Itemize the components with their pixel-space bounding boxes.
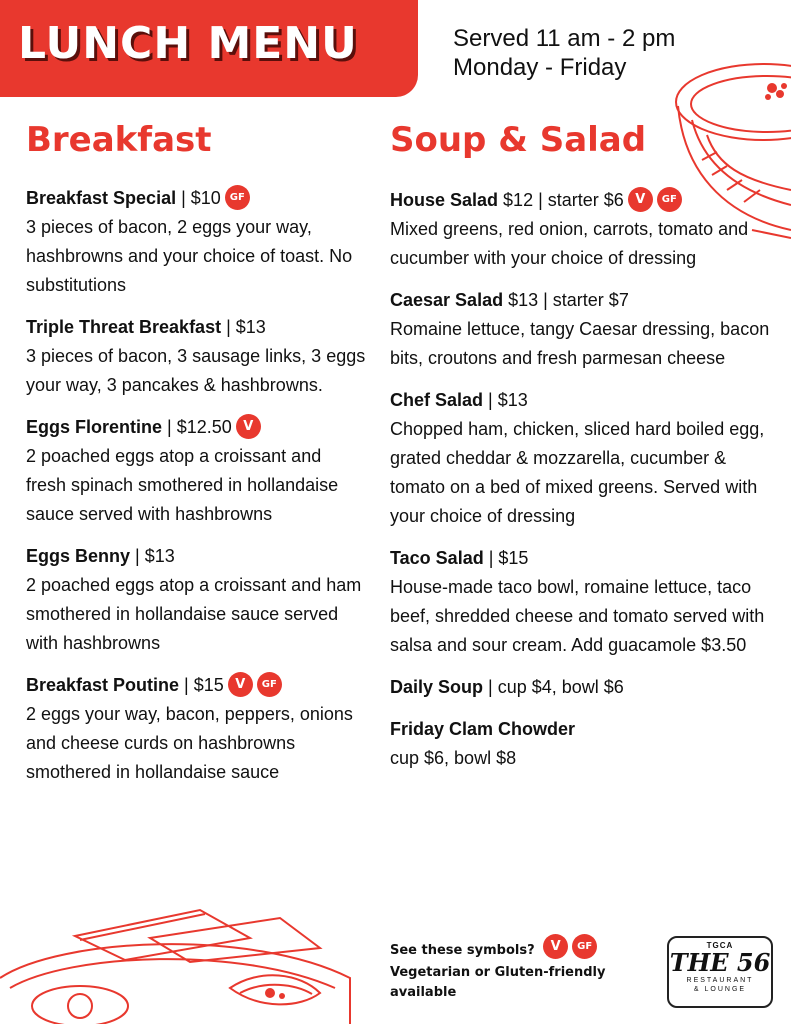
gluten-friendly-badge: GF xyxy=(225,185,250,210)
menu-item-description: 2 eggs your way, bacon, peppers, onions and cheese curds on hashbrowns smothered in hollandaise sauce xyxy=(26,704,353,782)
menu-item-price: | $15 xyxy=(179,675,224,695)
menu-item xyxy=(26,183,366,300)
section-title-breakfast: Breakfast xyxy=(26,120,212,160)
menu-item-description: Mixed greens, red onion, carrots, tomato and cucumber with your choice of dressing xyxy=(390,219,749,268)
menu-item-price: $12 | starter $6 xyxy=(498,190,624,210)
menu-item xyxy=(26,670,366,787)
menu-item-header xyxy=(26,670,366,700)
menu-item xyxy=(390,285,775,373)
menu-item-name: House Salad xyxy=(390,190,499,210)
service-hours-time: Served 11 am - 2 pm xyxy=(453,25,676,52)
menu-item xyxy=(390,714,775,773)
menu-item-description: 3 pieces of bacon, 2 eggs your way, hashbrowns and your choice of toast. No substitutions xyxy=(26,217,353,295)
gluten-friendly-badge: GF xyxy=(257,672,282,697)
header-banner xyxy=(0,0,418,97)
menu-item-header xyxy=(26,412,366,442)
logo-top-text: TGCA xyxy=(706,941,734,950)
vegetarian-badge: V xyxy=(628,187,653,212)
service-hours-days: Monday - Friday xyxy=(453,54,627,81)
menu-item-name: Eggs Florentine xyxy=(26,417,163,437)
menu-item-price: $13 | starter $7 xyxy=(503,290,629,310)
menu-item-header xyxy=(390,385,775,415)
menu-item-description: cup $6, bowl $8 xyxy=(390,748,517,768)
breakfast-plate-illustration xyxy=(0,898,360,1024)
legend-question: See these symbols? xyxy=(390,943,535,958)
symbol-legend xyxy=(390,938,670,1003)
menu-item-header xyxy=(26,183,366,213)
vegetarian-badge: V xyxy=(228,672,253,697)
menu-item xyxy=(26,541,366,658)
service-hours xyxy=(453,24,675,82)
menu-item-header xyxy=(26,312,366,342)
menu-item-name: Caesar Salad xyxy=(390,290,504,310)
menu-item-price: | cup $4, bowl $6 xyxy=(483,677,624,697)
menu-item xyxy=(390,185,775,273)
menu-item-header xyxy=(390,714,775,744)
menu-item xyxy=(26,412,366,529)
menu-item-price: | $13 xyxy=(221,317,266,337)
menu-item-description: Romaine lettuce, tangy Caesar dressing, bacon bits, croutons and fresh parmesan cheese xyxy=(390,319,770,368)
legend-line-1 xyxy=(390,938,670,963)
gluten-friendly-badge: GF xyxy=(572,934,597,959)
menu-item-header xyxy=(390,185,775,215)
menu-item-price: | $13 xyxy=(483,390,528,410)
vegetarian-badge: V xyxy=(543,934,568,959)
logo-sub-text-1: RESTAURANT xyxy=(686,977,754,984)
page-title: LUNCH MENU xyxy=(18,18,358,69)
breakfast-list xyxy=(26,183,366,799)
menu-item-description: Chopped ham, chicken, sliced hard boiled egg, grated cheddar & mozzarella, cucumber & tomato on a bed of mixed greens. Served with your choice of dressing xyxy=(390,419,765,526)
menu-item xyxy=(390,385,775,531)
menu-item-header xyxy=(26,541,366,571)
menu-item xyxy=(390,543,775,660)
menu-item-name: Triple Threat Breakfast xyxy=(26,317,222,337)
menu-item-header xyxy=(390,672,775,702)
legend-explanation: Vegetarian or Gluten-friendly available xyxy=(390,965,606,1000)
menu-item-name: Eggs Benny xyxy=(26,546,131,566)
menu-item-price: | $12.50 xyxy=(162,417,232,437)
menu-item-header xyxy=(390,285,775,315)
section-title-soup-salad: Soup & Salad xyxy=(390,120,647,160)
vegetarian-badge: V xyxy=(236,414,261,439)
menu-item-name: Daily Soup xyxy=(390,677,484,697)
menu-item-name: Breakfast Poutine xyxy=(26,675,180,695)
menu-item-header xyxy=(390,543,775,573)
menu-item-price: | $15 xyxy=(483,548,529,568)
menu-item-price: | $13 xyxy=(130,546,175,566)
menu-item-name: Breakfast Special xyxy=(26,188,177,208)
menu-item-name: Friday Clam Chowder xyxy=(390,719,576,739)
menu-item xyxy=(390,672,775,702)
restaurant-logo xyxy=(667,936,773,1008)
menu-item-description: 2 poached eggs atop a croissant and ham smothered in hollandaise sauce served with hashbrowns xyxy=(26,575,362,653)
soup-salad-list xyxy=(390,185,775,785)
menu-item-description: 3 pieces of bacon, 3 sausage links, 3 eggs your way, 3 pancakes & hashbrowns. xyxy=(26,346,366,395)
gluten-friendly-badge: GF xyxy=(657,187,682,212)
menu-item-name: Chef Salad xyxy=(390,390,484,410)
menu-item-description: House-made taco bowl, romaine lettuce, taco beef, shredded cheese and tomato served with salsa and sour cream. Add guacamole $3.50 xyxy=(390,577,765,655)
menu-item-name: Taco Salad xyxy=(390,548,484,568)
menu-item-description: 2 poached eggs atop a croissant and fresh spinach smothered in hollandaise sauce served with hashbrowns xyxy=(26,446,339,524)
logo-main-text: THE 56 xyxy=(669,948,771,977)
menu-item xyxy=(26,312,366,400)
menu-item-price: | $10 xyxy=(176,188,221,208)
logo-sub-text-2: & LOUNGE xyxy=(693,986,747,993)
